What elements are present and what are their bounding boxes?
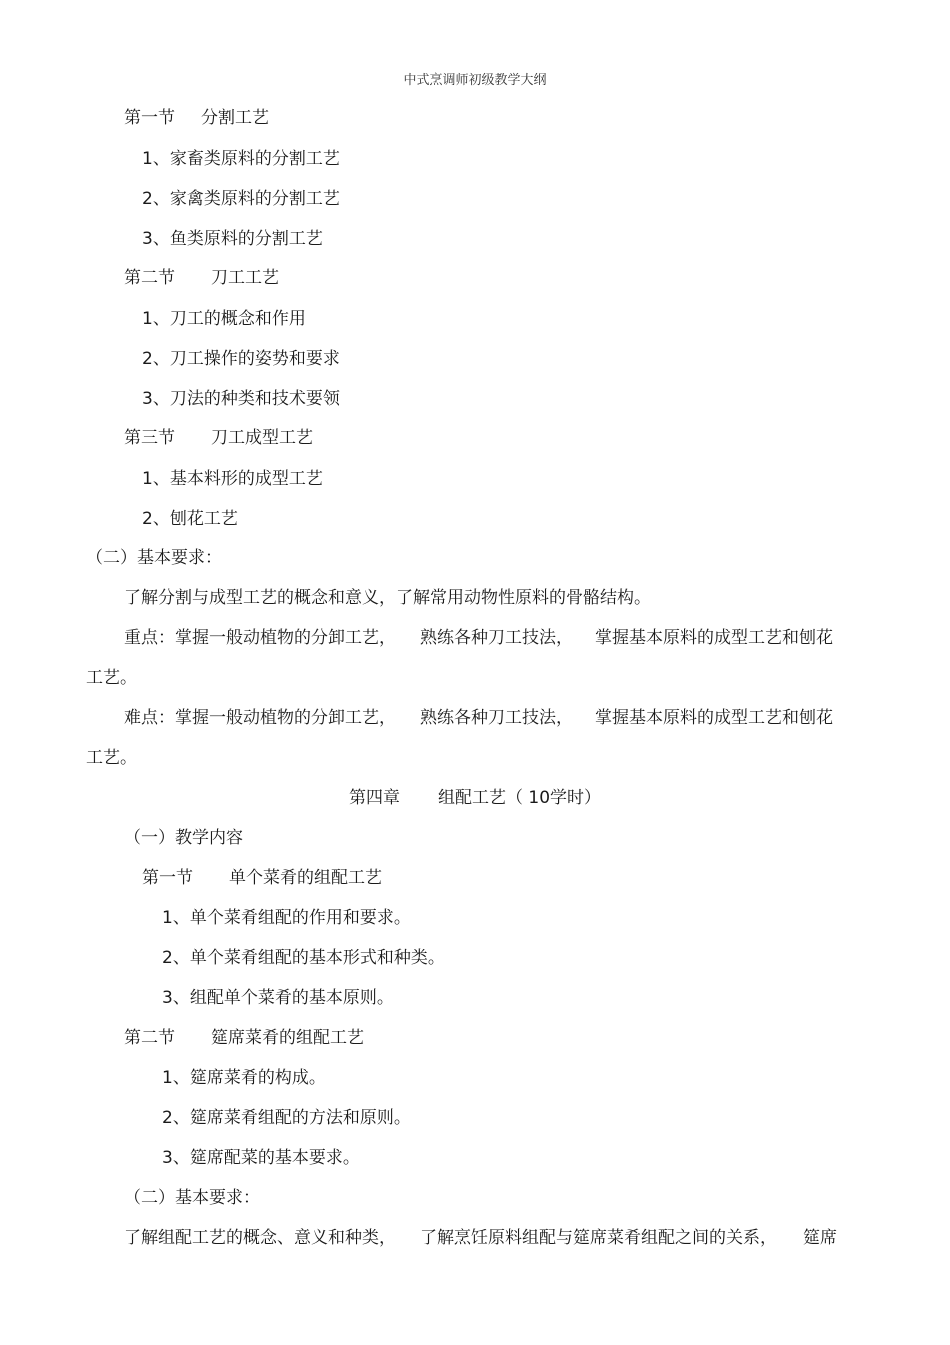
list-item: 1、单个菜肴组配的作用和要求。 (162, 908, 411, 928)
difficult-point-part: 难点：掌握一般动植物的分卸工艺， (124, 708, 396, 728)
key-point-line (124, 627, 833, 649)
section-number: 第一节 (124, 108, 175, 128)
section-number: 第二节 (124, 268, 175, 288)
section-number: 第二节 (124, 1028, 175, 1048)
requirements-text: 了解分割与成型工艺的概念和意义，了解常用动物性原料的骨骼结构。 (124, 588, 651, 608)
section-title: 分割工艺 (201, 108, 269, 128)
paragraph-part: 了解烹饪原料组配与筵席菜肴组配之间的关系， (420, 1228, 777, 1248)
list-item: 3、筵席配菜的基本要求。 (162, 1148, 360, 1168)
list-item: 1、家畜类原料的分割工艺 (142, 149, 340, 169)
list-item: 2、家禽类原料的分割工艺 (142, 189, 340, 209)
section-heading-c1 (142, 867, 382, 889)
key-point-part: 重点：掌握一般动植物的分卸工艺， (124, 628, 396, 648)
key-point-part: 掌握基本原料的成型工艺和刨花 (595, 628, 833, 648)
section-heading-1 (124, 107, 269, 129)
section-number: 第一节 (142, 868, 193, 888)
list-item: 2、单个菜肴组配的基本形式和种类。 (162, 948, 445, 968)
list-item: 2、刀工操作的姿势和要求 (142, 349, 340, 369)
list-item: 2、刨花工艺 (142, 509, 238, 529)
chapter-number: 第四章 (348, 788, 400, 808)
page-header: 中式烹调师初级教学大纲 (403, 73, 547, 88)
section-title: 刀工成型工艺 (211, 428, 313, 448)
section-heading-3 (124, 427, 313, 449)
chapter-heading (0, 787, 950, 809)
section-number: 第三节 (124, 428, 175, 448)
last-paragraph-line (124, 1227, 837, 1249)
list-item: 3、鱼类原料的分割工艺 (142, 229, 323, 249)
key-point-part: 熟练各种刀工技法， (420, 628, 573, 648)
difficult-point-continuation: 工艺。 (86, 748, 137, 768)
difficult-point-part: 掌握基本原料的成型工艺和刨花 (595, 708, 833, 728)
section-heading-2 (124, 267, 279, 289)
list-item: 3、组配单个菜肴的基本原则。 (162, 988, 394, 1008)
list-item: 1、刀工的概念和作用 (142, 309, 306, 329)
requirements-heading-2: （二）基本要求： (124, 1188, 260, 1208)
section-title: 单个菜肴的组配工艺 (229, 868, 382, 888)
paragraph-part: 筵席 (803, 1228, 837, 1248)
content-heading: （一）教学内容 (124, 828, 243, 848)
list-item: 3、刀法的种类和技术要领 (142, 389, 340, 409)
section-heading-c2 (124, 1027, 364, 1049)
paragraph-part: 了解组配工艺的概念、意义和种类， (124, 1228, 396, 1248)
section-title: 刀工工艺 (211, 268, 279, 288)
key-point-continuation: 工艺。 (86, 668, 137, 688)
difficult-point-line (124, 707, 833, 729)
chapter-title: 组配工艺（ 10学时） (437, 788, 602, 808)
section-title: 筵席菜肴的组配工艺 (211, 1028, 364, 1048)
requirements-heading: （二）基本要求： (86, 548, 222, 568)
difficult-point-part: 熟练各种刀工技法， (420, 708, 573, 728)
list-item: 2、筵席菜肴组配的方法和原则。 (162, 1108, 411, 1128)
list-item: 1、筵席菜肴的构成。 (162, 1068, 326, 1088)
list-item: 1、基本料形的成型工艺 (142, 469, 323, 489)
